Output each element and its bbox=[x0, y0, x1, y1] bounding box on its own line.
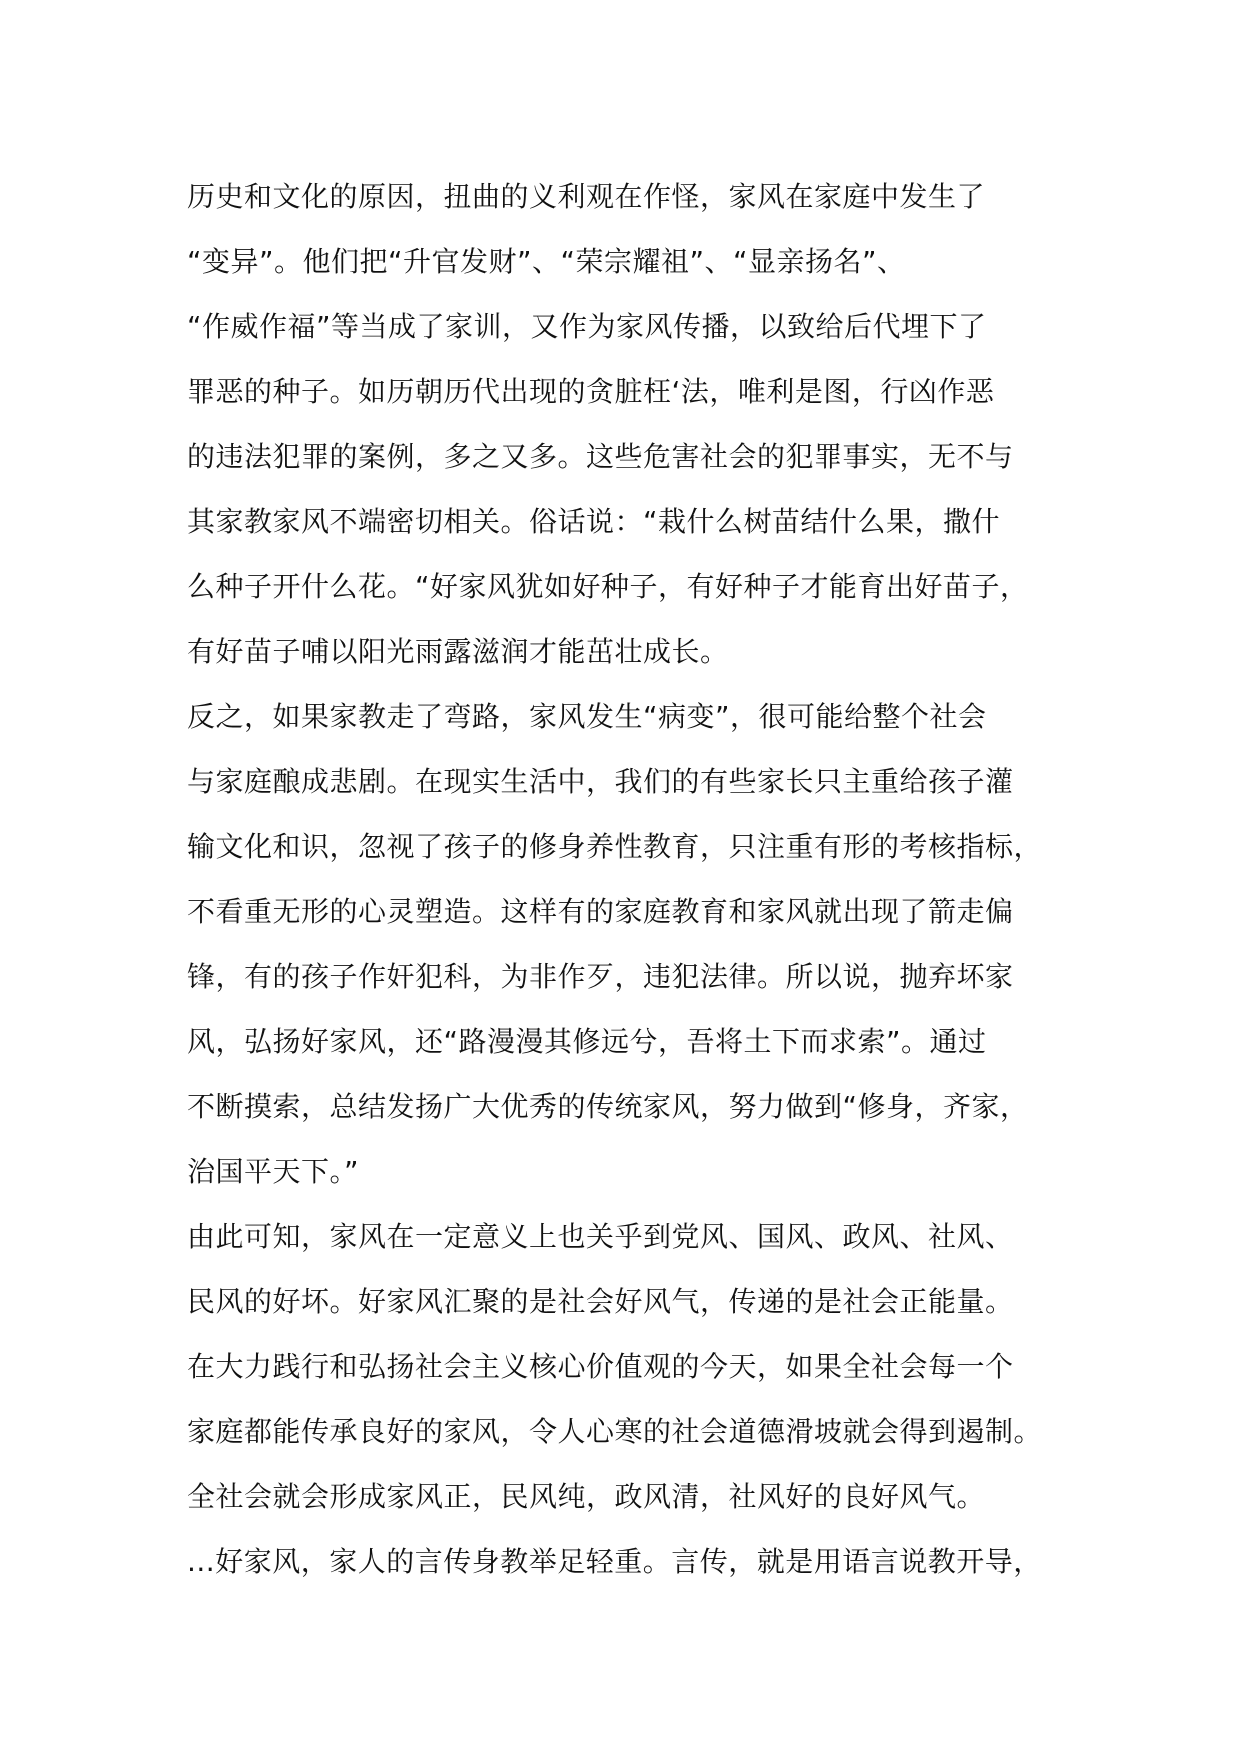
text-line: 在大力践行和弘扬社会主义核心价值观的今天，如果全社会每一个 bbox=[187, 1350, 1014, 1383]
text-line: 输文化和识，忽视了孩子的修身养性教育，只注重有形的考核指标， bbox=[187, 830, 1043, 863]
text-line: 全社会就会形成家风正，民风纯，政风清，社风好的良好风气。 bbox=[187, 1480, 986, 1513]
text-line: 治国平天下。” bbox=[187, 1155, 360, 1188]
text-line: 历史和文化的原因，扭曲的义利观在作怪，家风在家庭中发生了 bbox=[187, 180, 986, 213]
text-line: 民风的好坏。好家风汇聚的是社会好风气，传递的是社会正能量。 bbox=[187, 1285, 1014, 1318]
text-line: 不断摸索，总结发扬广大优秀的传统家风，努力做到“修身，齐家， bbox=[187, 1090, 1029, 1123]
text-line: 由此可知，家风在一定意义上也关乎到党风、国风、政风、社风、 bbox=[187, 1220, 1014, 1253]
text-line: 家庭都能传承良好的家风，令人心寒的社会道德滑坡就会得到遏制。 bbox=[187, 1415, 1043, 1448]
text-line: 有好苗子哺以阳光雨露滋润才能茁壮成长。 bbox=[187, 635, 729, 668]
text-line: 风，弘扬好家风，还“路漫漫其修远兮，吾将土下而求索”。通过 bbox=[187, 1025, 987, 1058]
text-line: ...好家风，家人的言传身教举足轻重。言传，就是用语言说教开导， bbox=[187, 1545, 1042, 1578]
text-line: 锋，有的孩子作奸犯科，为非作歹，违犯法律。所以说，抛弃坏家 bbox=[187, 960, 1014, 993]
text-line: “作威作福”等当成了家训，又作为家风传播，以致给后代埋下了 bbox=[187, 310, 987, 343]
text-line: 的违法犯罪的案例，多之又多。这些危害社会的犯罪事实，无不与 bbox=[187, 440, 1014, 473]
text-line: “变异”。他们把“升官发财”、“荣宗耀祖”、“显亲扬名”、 bbox=[187, 245, 906, 278]
text-line: 罪恶的种子。如历朝历代出现的贪脏枉‘法，唯利是图，行凶作恶 bbox=[187, 375, 995, 408]
text-line: 么种子开什么花。“好家风犹如好种子，有好种子才能育出好苗子， bbox=[187, 570, 1029, 603]
text-line: 其家教家风不端密切相关。俗话说：“栽什么树苗结什么果，撒什 bbox=[187, 505, 1001, 538]
text-line: 与家庭酿成悲剧。在现实生活中，我们的有些家长只主重给孩子灌 bbox=[187, 765, 1014, 798]
text-line: 不看重无形的心灵塑造。这样有的家庭教育和家风就出现了箭走偏 bbox=[187, 895, 1014, 928]
body-text bbox=[187, 164, 1087, 1594]
text-line: 反之，如果家教走了弯路，家风发生“病变”，很可能给整个社会 bbox=[187, 700, 987, 733]
